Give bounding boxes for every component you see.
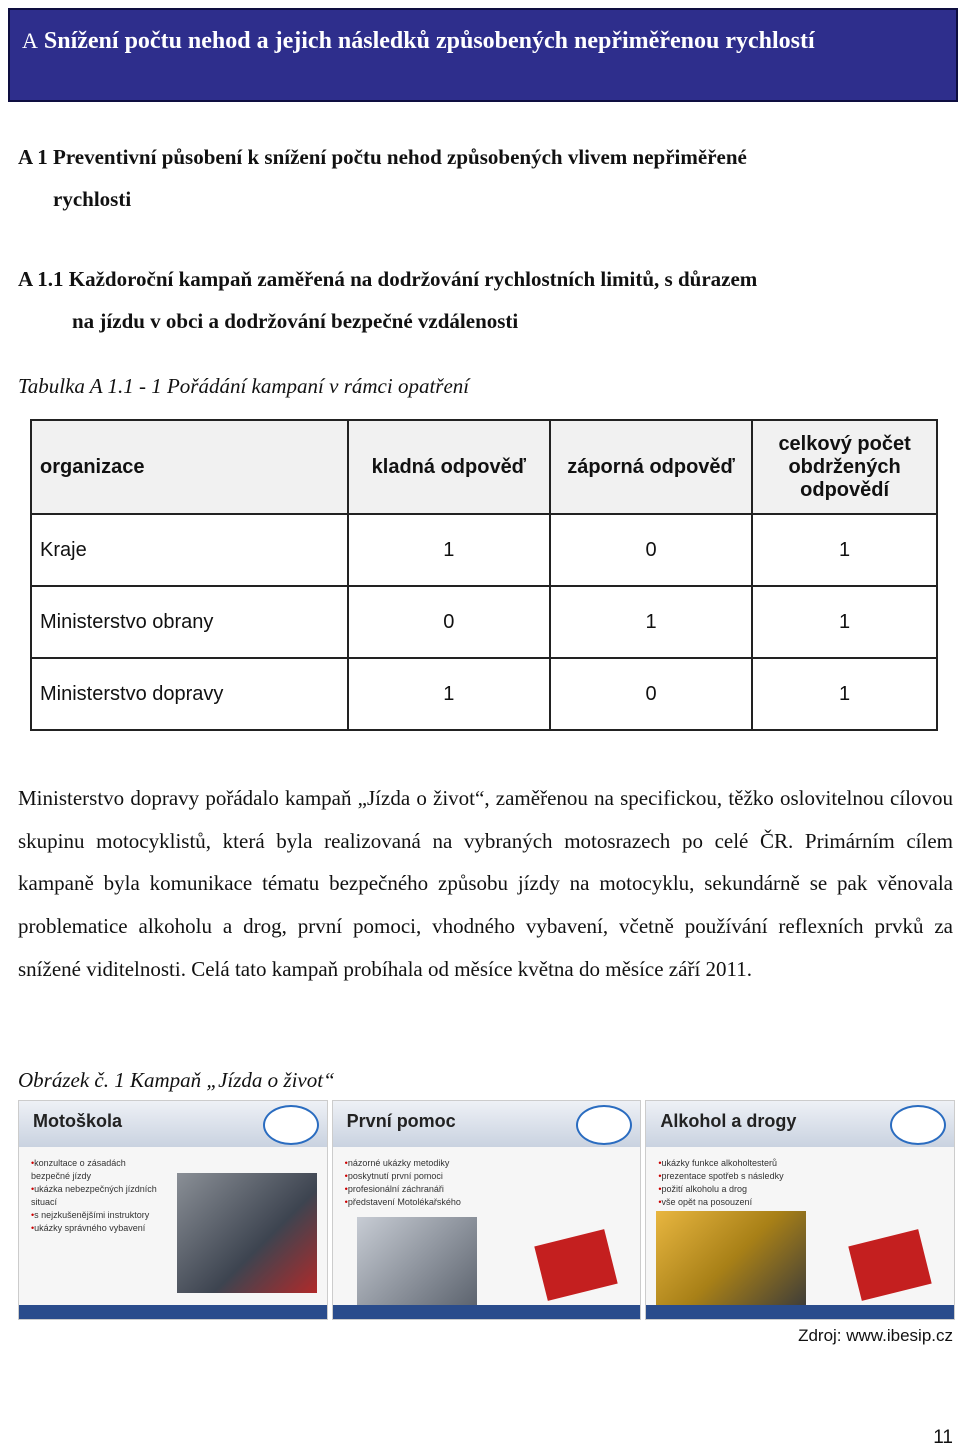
- motorcycle-photo: [177, 1173, 317, 1293]
- bullet: • ukázky správného vybavení: [31, 1222, 161, 1235]
- panel-alkohol: [645, 1100, 955, 1320]
- col-organizace: organizace: [31, 420, 348, 514]
- table-cell: 1: [752, 514, 937, 586]
- bullet: • s nejzkušenějšími instruktory: [31, 1209, 161, 1222]
- bullet: • profesionální záchranáři: [345, 1183, 605, 1196]
- panel-motoskola: [18, 1100, 328, 1320]
- col-zaporna: záporná odpověď: [550, 420, 752, 514]
- campaign-table: [30, 419, 938, 731]
- panel-bullets: [658, 1157, 918, 1209]
- ibesip-logo-icon: [576, 1105, 632, 1145]
- figure-source: Zdroj: www.ibesip.cz: [798, 1326, 953, 1345]
- page-number: 11: [933, 1427, 953, 1448]
- section-heading-line1: A 1 Preventivní působení k snížení počtu nehod způsobených vlivem nepřiměřené: [18, 145, 747, 169]
- subsection-heading-line1: A 1.1 Každoroční kampaň zaměřená na dodržování rychlostních limitů, s důrazem: [18, 267, 758, 291]
- bullet: • představení Motolékařského: [345, 1196, 605, 1209]
- bullet: • konzultace o zásadách bezpečné jízdy: [31, 1157, 161, 1183]
- panel-title: Alkohol a drogy: [660, 1111, 797, 1131]
- table-row: [31, 586, 937, 658]
- section-heading: [18, 136, 953, 220]
- table-row: [31, 658, 937, 730]
- panel-footer: [19, 1305, 327, 1319]
- panel-bullets: [31, 1157, 161, 1235]
- table-cell: 1: [752, 586, 937, 658]
- table-cell: 1: [752, 658, 937, 730]
- table-caption: Tabulka A 1.1 - 1 Pořádání kampaní v rámci opatření: [18, 374, 470, 398]
- table-row: [31, 514, 937, 586]
- panel-bullets: [345, 1157, 605, 1209]
- table-cell: Ministerstvo obrany: [31, 586, 348, 658]
- panel-prvni-pomoc: [332, 1100, 642, 1320]
- bullet: • požití alkoholu a drog: [658, 1183, 918, 1196]
- panel-footer: [333, 1305, 641, 1319]
- subsection-heading-line2: na jízdu v obci a dodržování bezpečné vzdálenosti: [72, 309, 519, 333]
- table-cell: 0: [550, 658, 752, 730]
- bullet: • názorné ukázky metodiky: [345, 1157, 605, 1170]
- section-heading-line2: rychlosti: [53, 187, 132, 211]
- zaplatis-badge-icon: [535, 1229, 618, 1301]
- bullet: • ukázka nebezpečných jízdních situací: [31, 1183, 161, 1209]
- panel-title: Motoškola: [33, 1111, 123, 1131]
- body-paragraph: Ministerstvo dopravy pořádalo kampaň „Jízda o život“, zaměřenou na specifickou, těžko oslovitelnou cílovou skupinu motocyklistů, která byla realizovaná na vybraných motosrazech po celé ČR. Primárním cílem kampaně byla komunikace tématu bezpečného způsobu jízdy na motocyklu, sekundárně se pak věnovala problematice alkoholu a drog, první pomoci, vhodného vybavení, včetně používání reflexních prvků za snížené viditelnosti. Celá tato kampaň probíhala od měsíce května do měsíce září 2011.: [18, 786, 953, 981]
- campaign-image: [18, 1100, 955, 1320]
- figure-caption: Obrázek č. 1 Kampaň „Jízda o život“: [18, 1068, 335, 1092]
- banner-title: Snížení počtu nehod a jejich následků způsobených nepřiměřenou rychlostí: [43, 28, 815, 54]
- table-cell: 0: [348, 586, 550, 658]
- bullet: • prezentace spotřeb s následky: [658, 1170, 918, 1183]
- col-kladna: kladná odpověď: [348, 420, 550, 514]
- panel-footer: [646, 1305, 954, 1319]
- first-aid-photo: [357, 1217, 477, 1313]
- table-header-row: [31, 420, 937, 514]
- table-cell: Kraje: [31, 514, 348, 586]
- table-cell: Ministerstvo dopravy: [31, 658, 348, 730]
- ibesip-logo-icon: [890, 1105, 946, 1145]
- zaplatis-badge-icon: [848, 1229, 931, 1301]
- col-celkovy: celkový počet obdržených odpovědí: [752, 420, 937, 514]
- alcohol-photo: [656, 1211, 806, 1311]
- table-cell: 1: [348, 514, 550, 586]
- banner-prefix: A: [22, 28, 38, 53]
- table-cell: 0: [550, 514, 752, 586]
- bullet: • vše opět na posouzení: [658, 1196, 918, 1209]
- ibesip-logo-icon: [263, 1105, 319, 1145]
- bullet: • poskytnutí první pomoci: [345, 1170, 605, 1183]
- bullet: • ukázky funkce alkoholtesterů: [658, 1157, 918, 1170]
- subsection-heading: [18, 258, 953, 342]
- panel-title: První pomoc: [346, 1111, 456, 1131]
- table-cell: 1: [348, 658, 550, 730]
- table-cell: 1: [550, 586, 752, 658]
- chapter-banner: [8, 8, 958, 102]
